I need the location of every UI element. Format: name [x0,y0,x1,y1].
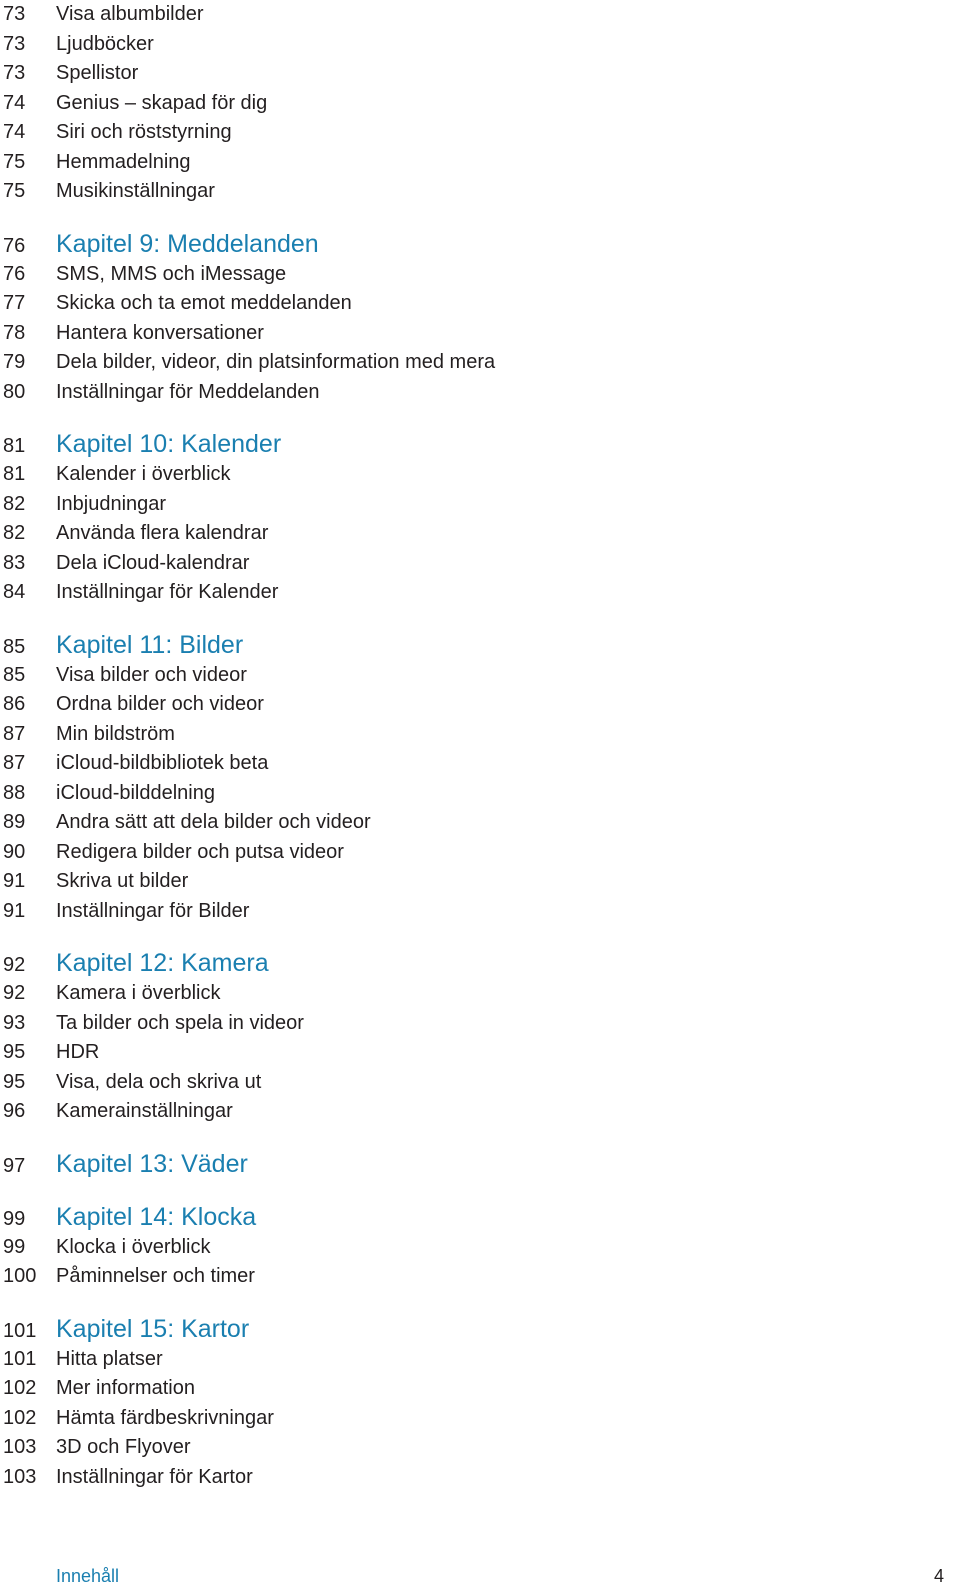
toc-entry-title: Kamerainställningar [56,1100,233,1122]
toc-entry-title: Hämta färdbeskrivningar [56,1406,274,1429]
toc-entry[interactable] [0,1463,960,1493]
toc-page-number: 95 [3,1070,26,1093]
toc-page-number: 79 [3,351,26,373]
toc-page-number: 78 [3,321,26,344]
toc-page-number: 101 [3,1319,37,1342]
toc-page-number: 89 [3,811,26,833]
toc-chapter-title: Kapitel 14: Klocka [56,1202,257,1231]
toc-entry-title: Hantera konversationer [56,321,264,344]
toc-entry[interactable] [0,1097,960,1127]
toc-entry[interactable] [0,1374,960,1404]
toc-entry[interactable] [0,1404,960,1434]
toc-chapter-heading[interactable] [0,630,960,661]
toc-entry-title: SMS, MMS och iMessage [56,262,287,285]
toc-entry[interactable] [0,118,960,148]
toc-page-number: 102 [3,1406,37,1429]
toc-entry-title: Ljudböcker [56,32,154,55]
toc-page-number: 73 [3,3,26,25]
toc-entry-title: Klocka i överblick [56,1235,211,1258]
toc-page-number: 85 [3,663,26,686]
toc-entry[interactable] [0,177,960,207]
toc-chapter-title: Kapitel 13: Väder [56,1149,248,1178]
toc-page-number: 103 [3,1465,37,1488]
toc-chapter-title: Kapitel 10: Kalender [56,430,282,458]
toc-chapter-heading[interactable] [0,948,960,979]
toc-entry-title: Mer information [56,1377,195,1399]
toc-entry-title: Påminnelser och timer [56,1265,255,1287]
toc-page-number: 97 [3,1154,26,1177]
toc-page-number: 100 [3,1265,37,1287]
toc-entry[interactable] [0,661,960,691]
toc-page-number: 92 [3,954,26,976]
toc-entry[interactable] [0,1345,960,1375]
toc-page-number: 96 [3,1100,26,1122]
toc-entry-title: 3D och Flyover [56,1436,191,1458]
toc-chapter-heading[interactable] [0,1202,960,1233]
toc-page-number: 87 [3,752,26,774]
toc-entry[interactable] [0,378,960,408]
toc-entry-title: Inställningar för Kartor [56,1465,253,1488]
toc-entry-title: Visa, dela och skriva ut [56,1070,262,1093]
toc-page-number: 80 [3,380,26,403]
toc-page-number: 90 [3,840,26,863]
toc-page-number: 101 [3,1347,37,1370]
toc-entry-title: Ordna bilder och videor [56,693,264,715]
toc-page-number: 86 [3,693,26,715]
toc-page-number: 76 [3,262,26,285]
toc-chapter-title: Kapitel 9: Meddelanden [56,229,319,258]
toc-page-number: 87 [3,722,26,745]
toc-entry[interactable] [0,30,960,60]
toc-page-number: 99 [3,1207,26,1230]
toc-entry[interactable] [0,59,960,89]
toc-entry-title: Musikinställningar [56,180,215,202]
toc-entry-title: Visa bilder och videor [56,663,247,686]
toc-entry[interactable] [0,490,960,520]
toc-entry[interactable] [0,1009,960,1039]
toc-entry[interactable] [0,808,960,838]
toc-entry-title: Dela bilder, videor, din platsinformation med mera [56,351,496,373]
toc-entry-title: Dela iCloud-kalendrar [56,551,250,574]
toc-entry[interactable] [0,720,960,750]
toc-entry[interactable] [0,1262,960,1292]
toc-entry-title: Andra sätt att dela bilder och videor [56,811,371,833]
footer-section-link[interactable]: Innehåll [56,1566,120,1586]
toc-entry-title: Ta bilder och spela in videor [56,1011,304,1034]
toc-entry[interactable] [0,749,960,779]
toc-chapter-heading[interactable] [0,1149,960,1180]
toc-page-number: 83 [3,551,26,574]
toc-entry-title: Inställningar för Bilder [56,899,250,922]
toc-page-number: 84 [3,581,26,603]
toc-page-number: 91 [3,870,26,892]
toc-entry[interactable] [0,578,960,608]
toc-entry-title: Hitta platser [56,1347,163,1370]
toc-chapter-heading[interactable] [0,229,960,260]
toc-entry-title: Använda flera kalendrar [56,522,269,544]
toc-entry[interactable] [0,89,960,119]
toc-page-number: 81 [3,435,26,457]
toc-entry-title: iCloud-bildbibliotek beta [56,752,269,774]
toc-entry-title: Siri och röststyrning [56,121,232,143]
toc-page-number: 74 [3,121,26,143]
toc-page-number: 95 [3,1041,26,1063]
toc-entry[interactable] [0,148,960,178]
toc-entry-title: Skicka och ta emot meddelanden [56,292,352,314]
toc-page-number: 75 [3,150,26,173]
toc-page-number: 75 [3,180,26,202]
toc-entry-title: Inställningar för Meddelanden [56,380,320,403]
toc-entry[interactable] [0,838,960,868]
toc-entry[interactable] [0,979,960,1009]
toc-entry-title: Min bildström [56,722,175,745]
toc-entry-title: Kamera i överblick [56,982,221,1004]
toc-entry[interactable] [0,1433,960,1463]
toc-entry[interactable] [0,519,960,549]
toc-entry[interactable] [0,1233,960,1263]
toc-entry[interactable] [0,1038,960,1068]
toc-chapter-title: Kapitel 15: Kartor [56,1314,250,1343]
toc-entry-title: HDR [56,1041,100,1063]
toc-entry[interactable] [0,289,960,319]
toc-page-number: 73 [3,62,26,84]
toc-chapter-title: Kapitel 11: Bilder [56,630,244,659]
toc-entry[interactable] [0,779,960,809]
toc-page-number: 99 [3,1235,26,1258]
toc-entry-title: Genius – skapad för dig [56,91,268,114]
toc-entry[interactable] [0,460,960,490]
toc-entry-title: Inställningar för Kalender [56,581,279,603]
toc-page-number: 88 [3,781,26,804]
toc-entry-title: Visa albumbilder [56,3,204,25]
toc-entry-title: iCloud-bilddelning [56,781,215,804]
toc-page-number: 82 [3,492,26,515]
toc-page-number: 93 [3,1011,26,1034]
toc-entry[interactable] [0,348,960,378]
toc-entry[interactable] [0,549,960,579]
toc-entry-title: Inbjudningar [56,492,167,515]
toc-entry-title: Spellistor [56,62,139,84]
toc-page-number: 76 [3,234,26,257]
toc-page-number: 82 [3,522,26,544]
toc-page-number: 73 [3,32,26,55]
toc-entry[interactable] [0,1068,960,1098]
toc-entry-title: Kalender i överblick [56,463,231,485]
toc-page-number: 85 [3,635,26,658]
toc-entry-title: Hemmadelning [56,150,191,173]
toc-entry[interactable] [0,0,960,30]
toc-entry-title: Redigera bilder och putsa videor [56,840,344,863]
toc-chapter-heading[interactable] [0,1314,960,1345]
footer-page-number: 4 [933,1566,944,1586]
toc-entry[interactable] [0,260,960,290]
toc-page-number: 74 [3,91,26,114]
toc-entry[interactable] [0,897,960,927]
toc-page-number: 77 [3,292,26,314]
toc-chapter-heading[interactable] [0,429,960,460]
toc-page-number: 91 [3,899,26,922]
toc-chapter-title: Kapitel 12: Kamera [56,949,269,977]
toc-entry-title: Skriva ut bilder [56,870,189,892]
toc-page-number: 102 [3,1377,37,1399]
toc-entry[interactable] [0,690,960,720]
toc-page-number: 92 [3,982,26,1004]
toc-entry[interactable] [0,867,960,897]
toc-page-number: 81 [3,463,26,485]
toc-page-number: 103 [3,1436,37,1458]
toc-entry[interactable] [0,319,960,349]
